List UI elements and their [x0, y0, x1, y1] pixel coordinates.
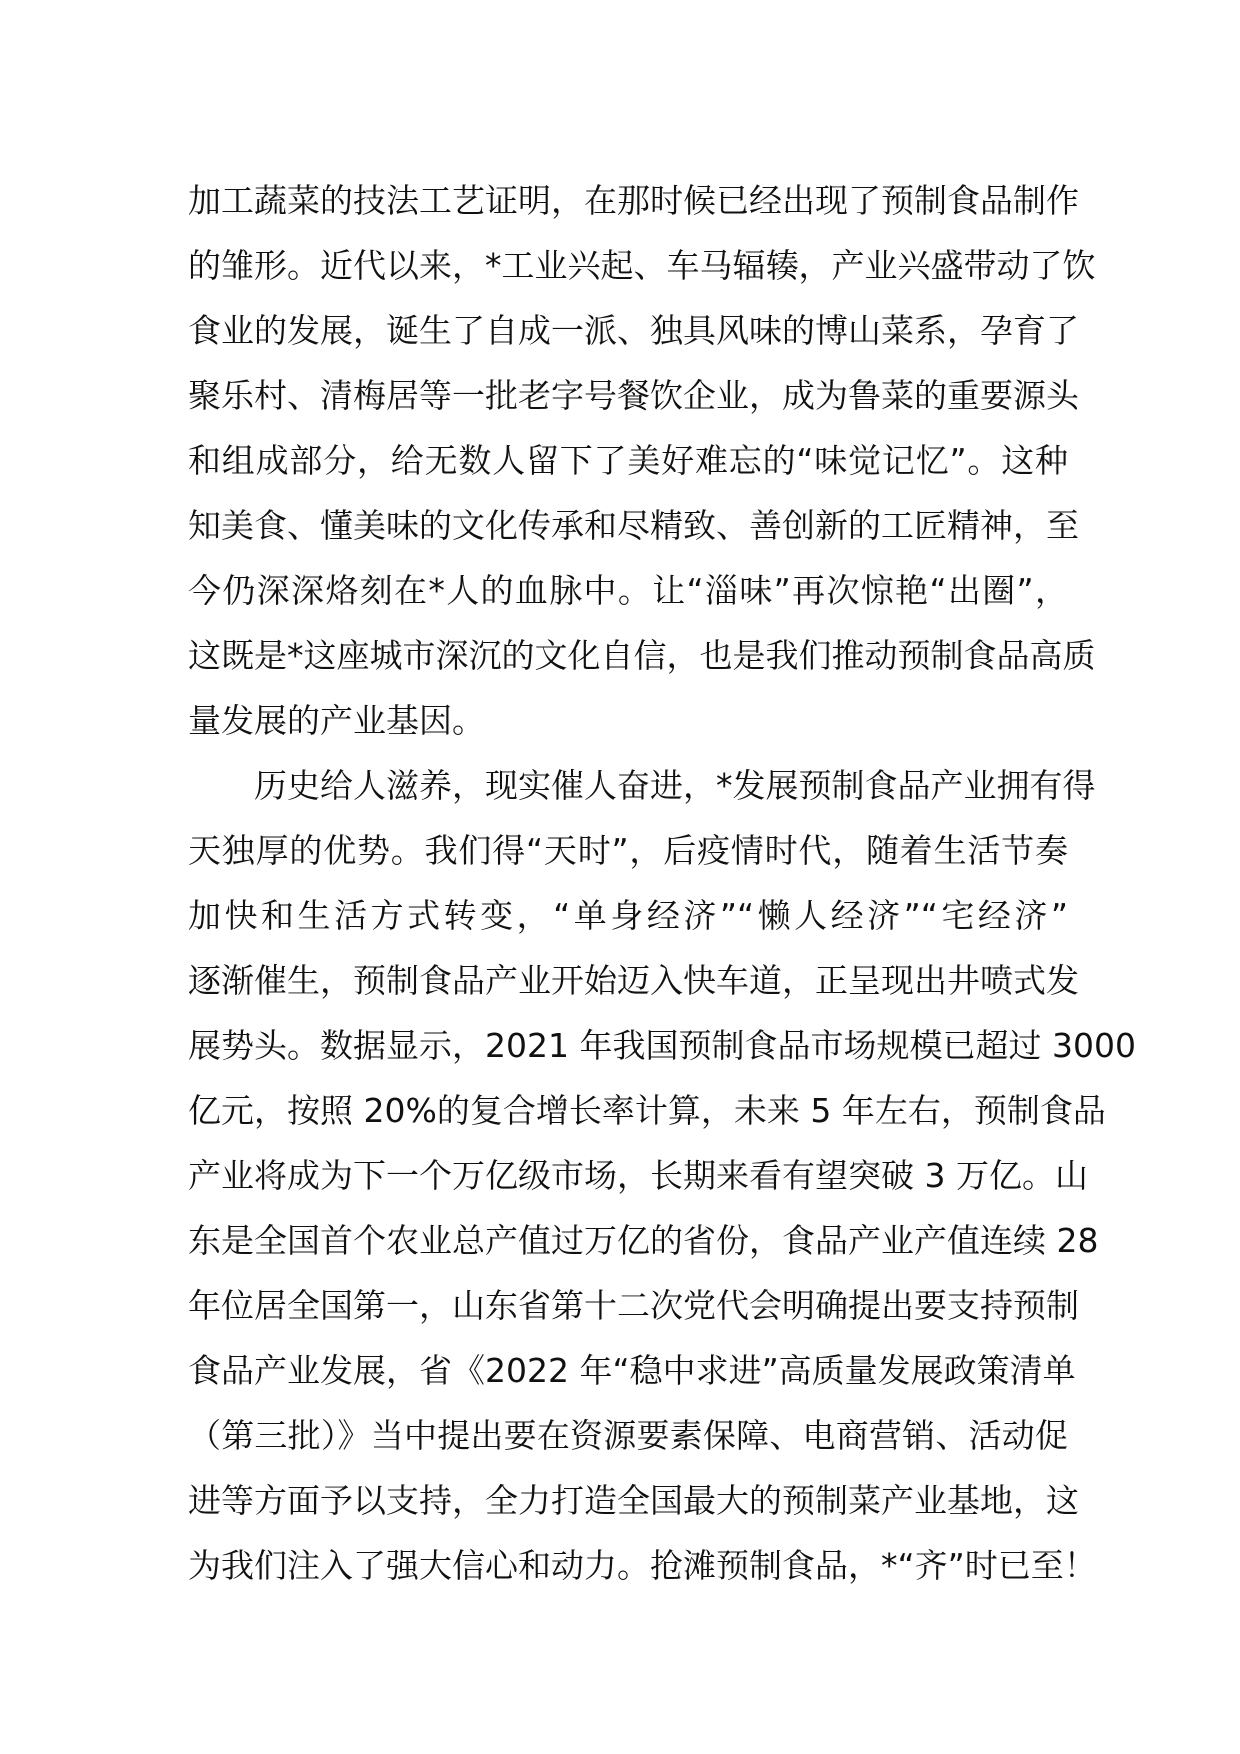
text-line: 今仍深深烙刻在*人的血脉中。让“淄味”再次惊艳“出圈”， — [188, 571, 1068, 610]
text-line: 食业的发展，诞生了自成一派、独具风味的博山菜系，孕育了 — [188, 311, 1079, 350]
body-text — [188, 168, 1136, 1598]
paragraph-2 — [188, 753, 1136, 1598]
text-line: 逐渐催生，预制食品产业开始迈入快车道，正呈现出井喷式发 — [188, 961, 1079, 1000]
text-line: 展势头。数据显示，2021 年我国预制食品市场规模已超过 3000 — [188, 1026, 1136, 1065]
text-line: 聚乐村、清梅居等一批老字号餐饮企业，成为鲁菜的重要源头 — [188, 376, 1079, 415]
text-line: 天独厚的优势。我们得“天时”，后疫情时代，随着生活节奏 — [188, 831, 1068, 870]
text-line: 知美食、懂美味的文化传承和尽精致、善创新的工匠精神，至 — [188, 506, 1079, 545]
text-line: 食品产业发展，省《2022 年“稳中求进”高质量发展政策清单 — [188, 1351, 1076, 1390]
text-line: 历史给人滋养，现实催人奋进，*发展预制食品产业拥有得 — [254, 766, 1096, 805]
text-line: 加工蔬菜的技法工艺证明，在那时候已经出现了预制食品制作 — [188, 181, 1079, 220]
text-line: 进等方面予以支持，全力打造全国最大的预制菜产业基地，这 — [188, 1481, 1079, 1520]
text-line: 产业将成为下一个万亿级市场，长期来看有望突破 3 万亿。山 — [188, 1156, 1088, 1195]
text-line: 这既是*这座城市深沉的文化自信，也是我们推动预制食品高质 — [188, 636, 1096, 675]
text-line: 东是全国首个农业总产值过万亿的省份，食品产业产值连续 28 — [188, 1221, 1099, 1260]
text-line: 为我们注入了强大信心和动力。抢滩预制食品，*“齐”时已至！ — [188, 1546, 1097, 1585]
text-line: （第三批）》当中提出要在资源要素保障、电商营销、活动促 — [188, 1416, 1068, 1455]
text-line: 加快和生活方式转变，“单身经济”“懒人经济”“宅经济” — [188, 896, 1068, 935]
text-line: 和组成部分，给无数人留下了美好难忘的“味觉记忆”。这种 — [188, 441, 1068, 480]
paragraph-1 — [188, 168, 1096, 753]
text-line: 亿元，按照 20%的复合增长率计算，未来 5 年左右，预制食品 — [188, 1091, 1106, 1130]
text-line: 的雏形。近代以来，*工业兴起、车马辐辏，产业兴盛带动了饮 — [188, 246, 1096, 285]
text-line: 量发展的产业基因。 — [188, 701, 485, 740]
text-line: 年位居全国第一，山东省第十二次党代会明确提出要支持预制 — [188, 1286, 1079, 1325]
